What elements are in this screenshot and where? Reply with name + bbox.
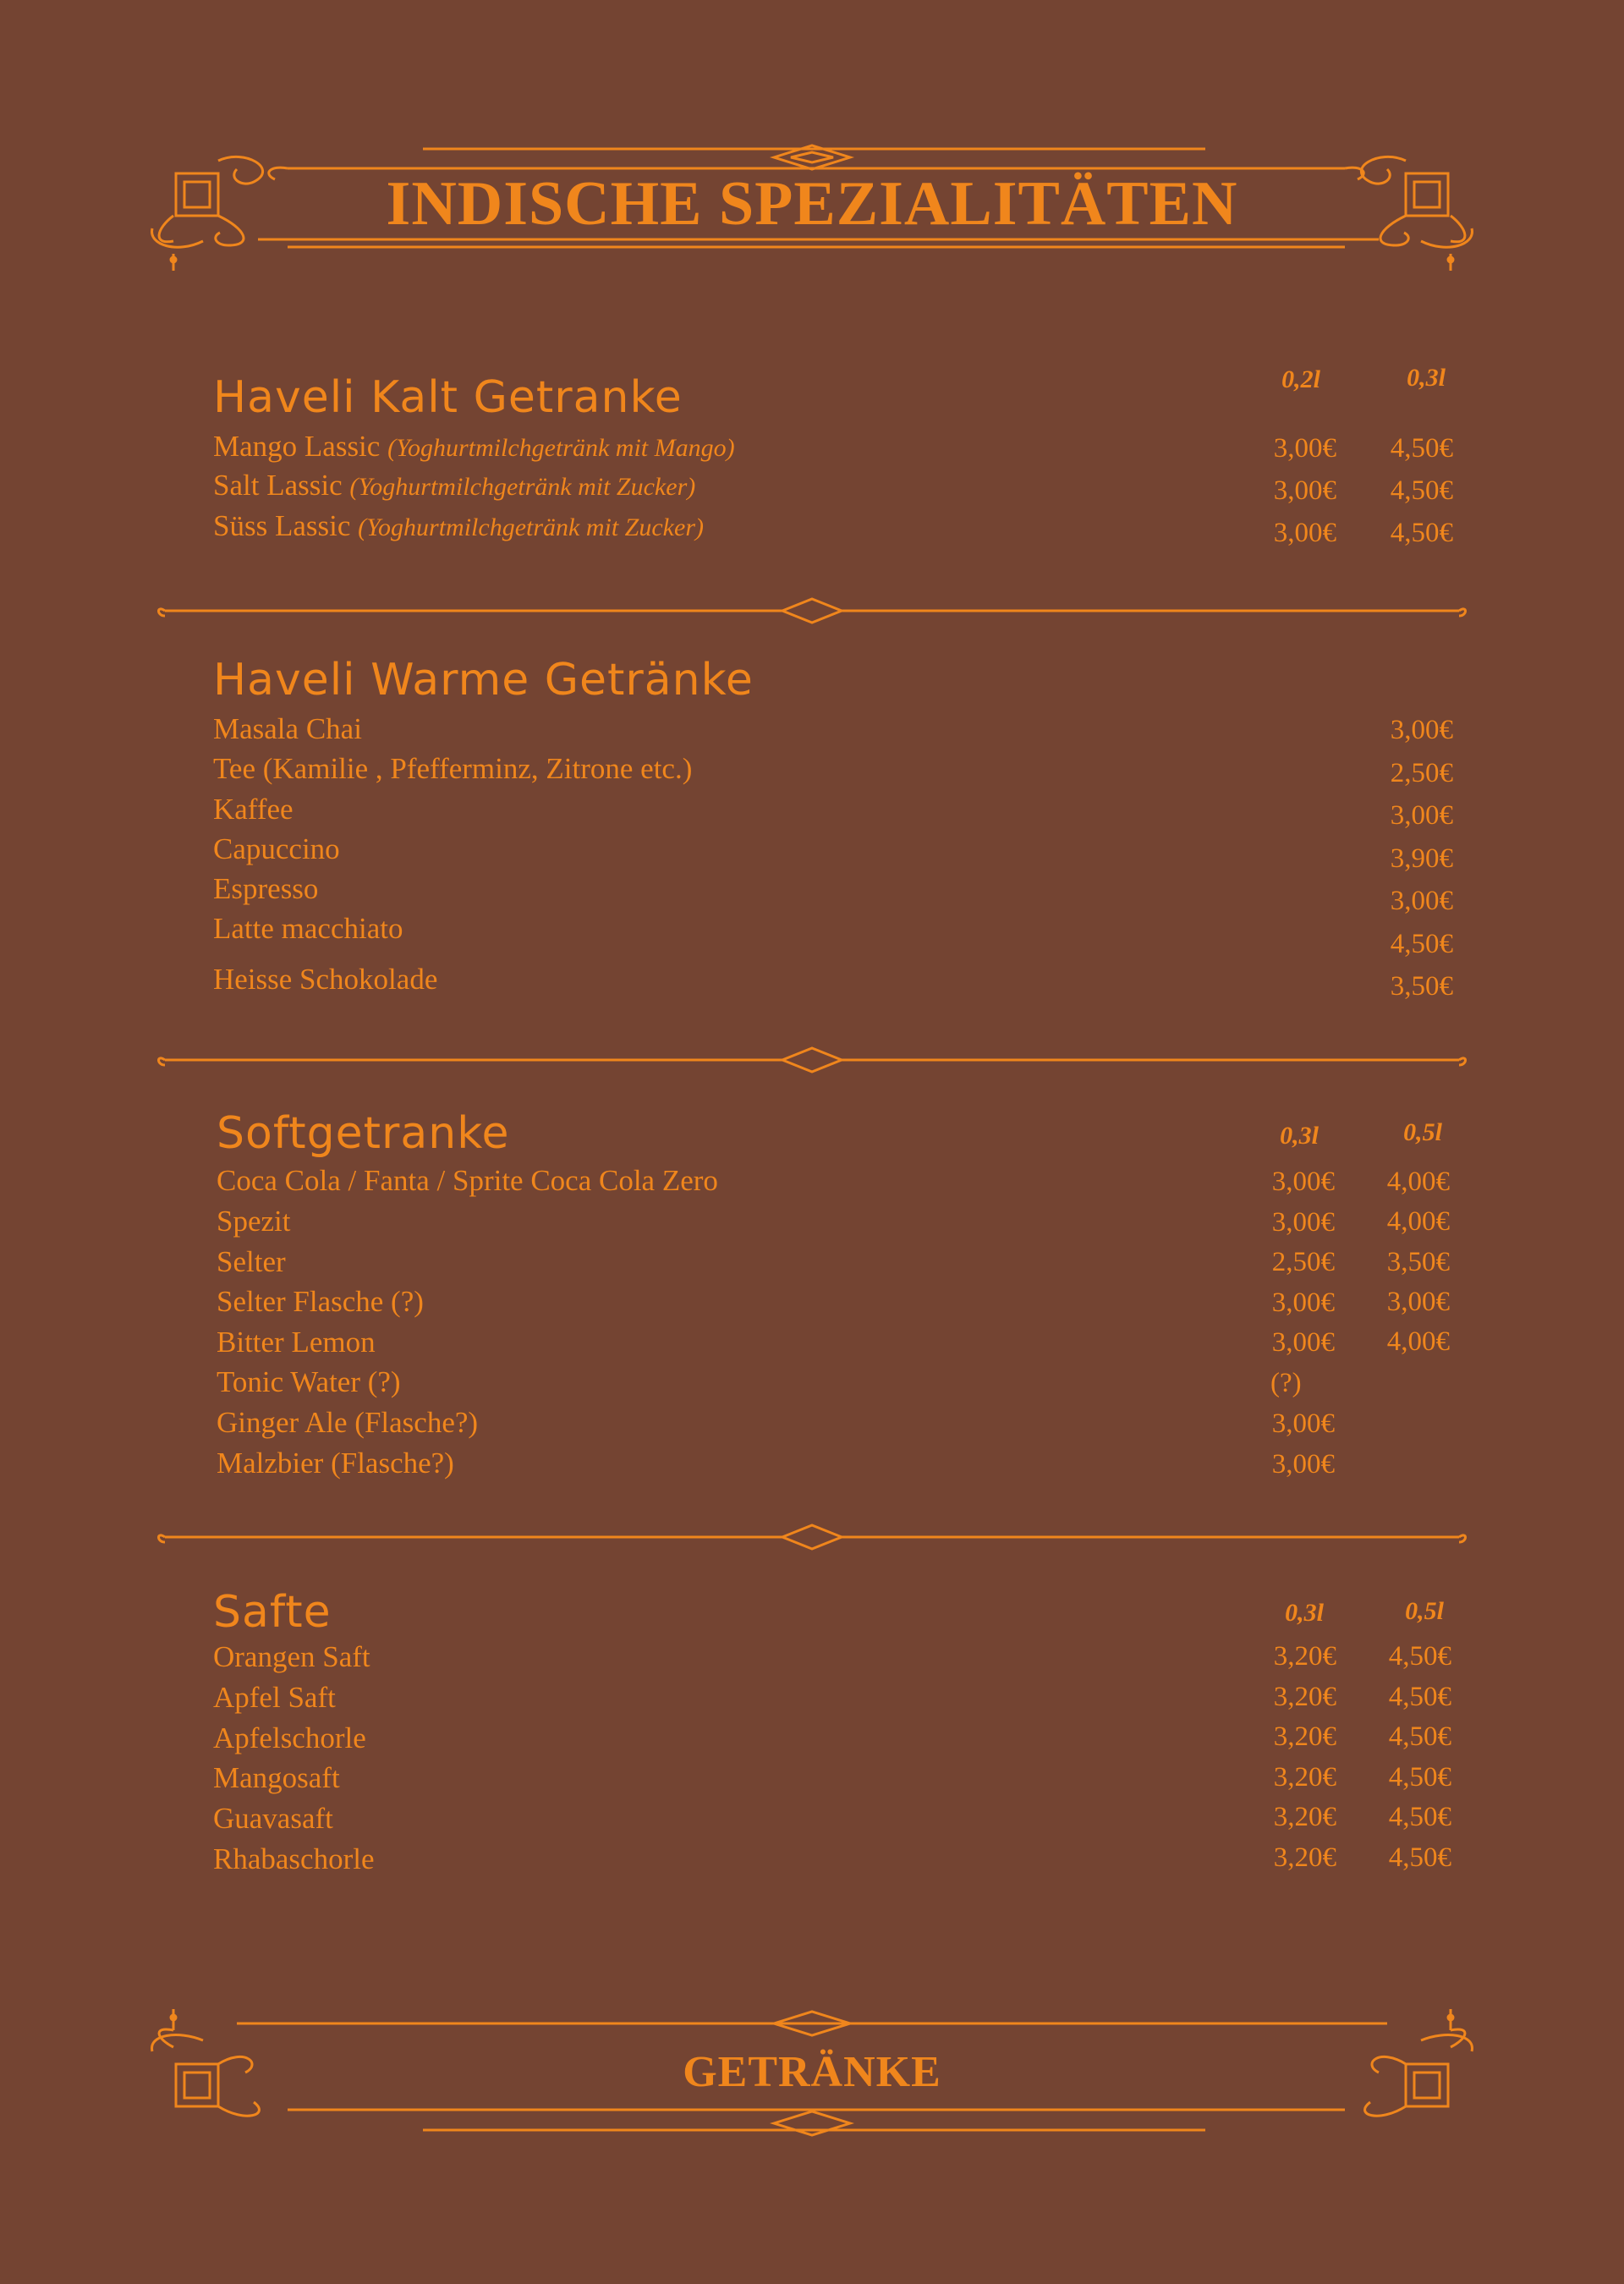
item-price: 3,00€	[1390, 715, 1453, 745]
item-price: 3,00€	[1386, 1287, 1450, 1317]
list-item: Malzbier (Flasche?)	[217, 1447, 454, 1480]
item-price: 3,20€	[1273, 1641, 1336, 1672]
section-title: Softgetranke	[217, 1108, 510, 1159]
list-item: Tee (Kamilie , Pfefferminz, Zitrone etc.)	[213, 752, 693, 785]
item-note: (Yoghurtmilchgetränk mit Mango)	[387, 434, 735, 462]
list-item: Ginger Ale (Flasche?)	[217, 1406, 479, 1439]
item-price: 3,20€	[1273, 1721, 1336, 1752]
item-price: 3,20€	[1273, 1802, 1336, 1832]
list-item: Selter	[217, 1245, 286, 1278]
list-item: Masala Chai	[213, 712, 362, 745]
list-item: Heisse Schokolade	[213, 963, 438, 996]
item-price: 4,50€	[1390, 929, 1453, 959]
section-title: Safte	[213, 1587, 332, 1638]
item-note: (Yoghurtmilchgetränk mit Zucker)	[358, 513, 704, 541]
list-item: Apfelschorle	[213, 1721, 366, 1754]
item-price: 4,50€	[1390, 518, 1453, 548]
item-price: 4,50€	[1388, 1641, 1451, 1672]
item-price: 3,20€	[1273, 1682, 1336, 1712]
list-item	[213, 508, 704, 546]
item-price: 3,00€	[1271, 1167, 1335, 1197]
list-item: Capuccino	[213, 832, 340, 865]
list-item	[213, 428, 735, 467]
item-price: 2,50€	[1390, 758, 1453, 788]
item-name: Salt Lassic	[213, 469, 343, 502]
column-header: 0,3l	[1285, 1599, 1324, 1627]
column-header: 0,5l	[1405, 1597, 1444, 1625]
item-price: 3,00€	[1390, 800, 1453, 831]
list-item: Bitter Lemon	[217, 1326, 376, 1359]
item-note: (Yoghurtmilchgetränk mit Zucker)	[349, 473, 696, 501]
item-price: 4,00€	[1386, 1206, 1450, 1237]
item-name: Süss Lassic	[213, 509, 351, 542]
list-item: Spezit	[217, 1205, 291, 1238]
item-price: 4,50€	[1390, 475, 1453, 506]
section-title: Haveli Warme Getränke	[213, 655, 754, 706]
list-item: Espresso	[213, 872, 319, 905]
item-price: 3,00€	[1273, 475, 1336, 506]
list-item: Selter Flasche (?)	[217, 1285, 424, 1318]
item-price: 3,00€	[1390, 886, 1453, 916]
item-price: 3,90€	[1390, 843, 1453, 874]
item-price: 3,50€	[1390, 971, 1453, 1002]
footer-title: GETRÄNKE	[683, 2048, 941, 2096]
list-item: Guavasaft	[213, 1802, 333, 1835]
item-price: 4,50€	[1388, 1682, 1451, 1712]
item-price: 3,00€	[1273, 518, 1336, 548]
item-price: 2,50€	[1271, 1247, 1335, 1277]
item-price: 4,00€	[1386, 1326, 1450, 1357]
item-price: 4,00€	[1386, 1167, 1450, 1197]
item-price: (?)	[1270, 1368, 1302, 1398]
page-title: INDISCHE SPEZIALITÄTEN	[386, 169, 1238, 239]
list-item: Orangen Saft	[213, 1640, 370, 1673]
list-item	[213, 467, 695, 506]
item-price: 3,20€	[1273, 1762, 1336, 1793]
list-item: Kaffee	[213, 793, 294, 826]
list-item: Rhabaschorle	[213, 1842, 375, 1875]
section-title: Haveli Kalt Getranke	[213, 372, 683, 423]
list-item: Tonic Water (?)	[217, 1365, 401, 1398]
column-header: 0,5l	[1403, 1118, 1442, 1146]
column-header: 0,3l	[1407, 364, 1446, 392]
list-item: Mangosaft	[213, 1761, 340, 1794]
column-header: 0,2l	[1281, 365, 1320, 393]
item-price: 3,00€	[1271, 1287, 1335, 1318]
column-header: 0,3l	[1280, 1122, 1319, 1150]
list-item: Coca Cola / Fanta / Sprite Coca Cola Zero	[217, 1164, 718, 1197]
item-price: 3,20€	[1273, 1842, 1336, 1873]
item-price: 3,00€	[1271, 1449, 1335, 1480]
item-price: 3,00€	[1271, 1408, 1335, 1439]
item-price: 4,50€	[1388, 1762, 1451, 1793]
item-price: 4,50€	[1388, 1802, 1451, 1832]
item-price: 3,50€	[1386, 1247, 1450, 1277]
item-price: 3,00€	[1271, 1327, 1335, 1358]
item-name: Mango Lassic	[213, 430, 381, 463]
list-item: Apfel Saft	[213, 1681, 336, 1714]
item-price: 4,50€	[1388, 1721, 1451, 1752]
item-price: 3,00€	[1271, 1207, 1335, 1238]
item-price: 4,50€	[1390, 433, 1453, 464]
list-item: Latte macchiato	[213, 912, 403, 945]
item-price: 4,50€	[1388, 1842, 1451, 1873]
item-price: 3,00€	[1273, 433, 1336, 464]
